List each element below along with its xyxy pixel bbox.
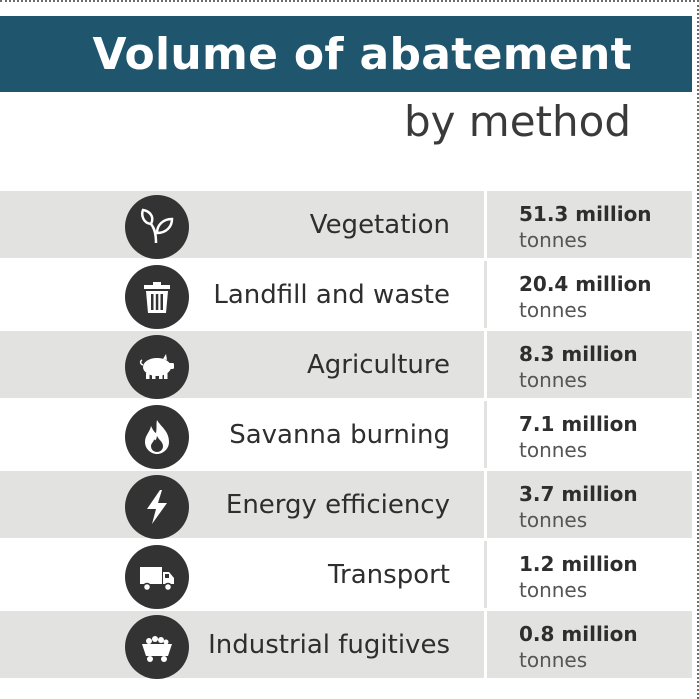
amount-value: 20.4 million xyxy=(519,272,652,296)
amount-unit: tonnes xyxy=(519,648,588,672)
column-divider xyxy=(484,541,487,608)
amount-value: 51.3 million xyxy=(519,202,652,226)
plant-leaves-icon xyxy=(125,195,189,259)
title-banner xyxy=(0,16,692,92)
trash-bin-icon xyxy=(125,265,189,329)
table-row xyxy=(0,541,692,611)
pig-icon xyxy=(125,335,189,399)
dotted-border-top xyxy=(0,0,699,6)
amount-unit: tonnes xyxy=(519,438,588,462)
method-label: Landfill and waste xyxy=(213,279,450,310)
column-divider xyxy=(484,191,487,258)
amount-unit: tonnes xyxy=(519,578,588,602)
abatement-table xyxy=(0,191,692,681)
method-label: Savanna burning xyxy=(229,419,450,450)
method-label: Agriculture xyxy=(307,349,450,380)
amount-value: 1.2 million xyxy=(519,552,638,576)
table-row xyxy=(0,401,692,471)
column-divider xyxy=(484,401,487,468)
method-label: Energy efficiency xyxy=(225,489,450,520)
truck-icon xyxy=(125,545,189,609)
amount-value: 0.8 million xyxy=(519,622,638,646)
column-divider xyxy=(484,611,487,678)
table-row xyxy=(0,331,692,401)
column-divider xyxy=(484,331,487,398)
amount-unit: tonnes xyxy=(519,368,588,392)
table-row xyxy=(0,261,692,331)
amount-unit: tonnes xyxy=(519,298,588,322)
table-row xyxy=(0,471,692,541)
dotted-border-right xyxy=(695,0,699,699)
fire-icon xyxy=(125,405,189,469)
column-divider xyxy=(484,471,487,538)
page-subtitle: by method xyxy=(403,97,631,146)
amount-value: 8.3 million xyxy=(519,342,638,366)
method-label: Vegetation xyxy=(309,209,450,240)
amount-value: 7.1 million xyxy=(519,412,638,436)
amount-unit: tonnes xyxy=(519,508,588,532)
column-divider xyxy=(484,261,487,328)
table-row xyxy=(0,611,692,681)
page-title: Volume of abatement xyxy=(92,28,632,80)
amount-value: 3.7 million xyxy=(519,482,638,506)
amount-unit: tonnes xyxy=(519,228,588,252)
mine-cart-icon xyxy=(125,615,189,679)
method-label: Industrial fugitives xyxy=(208,629,450,660)
lightning-bolt-icon xyxy=(125,475,189,539)
method-label: Transport xyxy=(327,559,450,590)
table-row xyxy=(0,191,692,261)
